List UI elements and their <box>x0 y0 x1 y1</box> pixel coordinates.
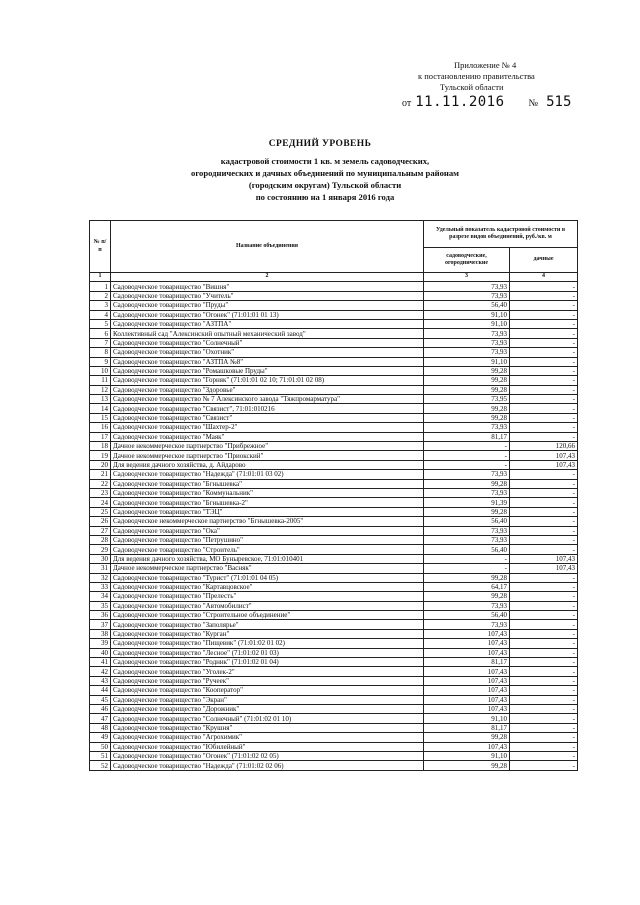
row-name: Садоводческое товарищество "Огонек" (71:01:02 02 05) <box>111 751 424 760</box>
row-value-dacha: - <box>510 620 578 629</box>
row-value-dacha: - <box>510 282 578 291</box>
row-number: 28 <box>90 535 111 544</box>
table-row <box>90 686 578 695</box>
row-name: Садоводческое товарищество "Уголек-2" <box>111 667 424 676</box>
table-row <box>90 733 578 742</box>
row-name: Садоводческое товарищество "Надежда" (71:01:02 02 06) <box>111 761 424 770</box>
table-row <box>90 366 578 375</box>
header-garden: садоводческие, огороднические <box>424 248 510 273</box>
table-row <box>90 479 578 488</box>
row-value-garden: 91,10 <box>424 751 510 760</box>
row-value-garden: 56,40 <box>424 545 510 554</box>
row-number: 19 <box>90 451 111 460</box>
row-value-garden: 73,93 <box>424 348 510 357</box>
header-index-4: 4 <box>510 273 578 282</box>
row-number: 3 <box>90 301 111 310</box>
row-number: 30 <box>90 554 111 563</box>
header-index-1: 1 <box>90 273 111 282</box>
row-value-dacha: - <box>510 338 578 347</box>
table-row <box>90 611 578 620</box>
row-value-dacha: - <box>510 592 578 601</box>
row-number: 25 <box>90 507 111 516</box>
row-value-garden: 107,43 <box>424 742 510 751</box>
row-number: 12 <box>90 385 111 394</box>
row-value-garden: 99,28 <box>424 592 510 601</box>
row-value-garden: 56,40 <box>424 301 510 310</box>
row-number: 36 <box>90 611 111 620</box>
row-value-garden: 56,40 <box>424 611 510 620</box>
row-value-garden: - <box>424 460 510 469</box>
table-row <box>90 714 578 723</box>
table-body <box>90 282 578 770</box>
table-row <box>90 667 578 676</box>
table-row <box>90 592 578 601</box>
table-row <box>90 704 578 713</box>
row-value-garden: 73,93 <box>424 535 510 544</box>
row-number: 51 <box>90 751 111 760</box>
row-number: 43 <box>90 676 111 685</box>
table-row <box>90 451 578 460</box>
row-number: 9 <box>90 357 111 366</box>
row-number: 15 <box>90 413 111 422</box>
row-value-garden: 64,17 <box>424 582 510 591</box>
appendix-number: Приложение № 4 <box>454 60 517 70</box>
row-value-dacha: - <box>510 761 578 770</box>
row-name: Садоводческое товарищество "Строительное объединение" <box>111 611 424 620</box>
row-name: Садоводческое товарищество "Связист" <box>111 413 424 422</box>
row-value-dacha: - <box>510 395 578 404</box>
row-number: 16 <box>90 423 111 432</box>
row-name: Садоводческое товарищество "Коммунальник" <box>111 488 424 497</box>
row-number: 42 <box>90 667 111 676</box>
table-row <box>90 535 578 544</box>
table-row <box>90 620 578 629</box>
row-value-dacha: - <box>510 704 578 713</box>
row-name: Садоводческое товарищество "Курган" <box>111 629 424 638</box>
row-name: Дачное некоммерческое партнерство "Приокский" <box>111 451 424 460</box>
row-value-garden: 91,10 <box>424 357 510 366</box>
row-name: Садоводческое товарищество "Турист" (71:01:01 04 05) <box>111 573 424 582</box>
row-value-garden: 73,95 <box>424 395 510 404</box>
subtitle-date-line: по состоянию на 1 января 2016 года <box>255 192 395 202</box>
table-row <box>90 385 578 394</box>
row-value-garden: 99,28 <box>424 366 510 375</box>
row-number: 4 <box>90 310 111 319</box>
row-name: Садоводческое товарищество "Ручеек" <box>111 676 424 685</box>
row-value-dacha: - <box>510 366 578 375</box>
table-row <box>90 601 578 610</box>
row-number: 29 <box>90 545 111 554</box>
decree-date: 11.11.2016 <box>415 94 505 110</box>
number-prefix: № <box>528 98 539 109</box>
row-name: Садоводческое товарищество "Строитель" <box>111 545 424 554</box>
row-number: 11 <box>90 376 111 385</box>
table-row <box>90 442 578 451</box>
table-row <box>90 357 578 366</box>
row-value-dacha: - <box>510 348 578 357</box>
row-value-dacha: - <box>510 432 578 441</box>
row-number: 48 <box>90 723 111 732</box>
table-row <box>90 582 578 591</box>
table-row <box>90 376 578 385</box>
row-value-garden: 99,28 <box>424 376 510 385</box>
row-value-garden: - <box>424 554 510 563</box>
date-prefix: от <box>402 98 412 109</box>
row-name: Садоводческое товарищество "Маяк" <box>111 432 424 441</box>
row-value-dacha: - <box>510 545 578 554</box>
row-value-dacha: - <box>510 742 578 751</box>
row-value-garden: 73,93 <box>424 423 510 432</box>
row-number: 52 <box>90 761 111 770</box>
header-number: № п/п <box>90 221 111 273</box>
row-name: Садоводческое товарищество "Кооператор" <box>111 686 424 695</box>
document-subtitle <box>150 155 500 203</box>
row-number: 24 <box>90 498 111 507</box>
row-name: Садоводческое товарищество "Охотник" <box>111 348 424 357</box>
row-name: Садоводческое товарищество "Ромашковые Пруды" <box>111 366 424 375</box>
row-name: Садоводческое товарищество "Лесное" (71:01:02 01 03) <box>111 648 424 657</box>
row-number: 22 <box>90 479 111 488</box>
row-value-garden: 107,43 <box>424 695 510 704</box>
row-value-garden: 56,40 <box>424 517 510 526</box>
header-dacha: дачные <box>510 248 578 273</box>
header-index-3: 3 <box>424 273 510 282</box>
row-number: 26 <box>90 517 111 526</box>
row-value-garden: 99,28 <box>424 507 510 516</box>
table-row <box>90 423 578 432</box>
row-number: 32 <box>90 573 111 582</box>
table-row <box>90 432 578 441</box>
row-value-dacha: - <box>510 723 578 732</box>
table-row <box>90 695 578 704</box>
table-row <box>90 573 578 582</box>
row-number: 13 <box>90 395 111 404</box>
row-number: 31 <box>90 564 111 573</box>
header-index-2: 2 <box>111 273 424 282</box>
row-value-dacha: 107,43 <box>510 554 578 563</box>
table-row <box>90 329 578 338</box>
row-number: 45 <box>90 695 111 704</box>
row-name: Садоводческое товарищество "Юбилейный" <box>111 742 424 751</box>
row-value-garden: 91,10 <box>424 714 510 723</box>
row-value-dacha: - <box>510 733 578 742</box>
row-number: 50 <box>90 742 111 751</box>
row-name: Садоводческое товарищество "Пруды" <box>111 301 424 310</box>
row-number: 2 <box>90 291 111 300</box>
row-value-dacha: - <box>510 714 578 723</box>
row-name: Садоводческое товарищество "Петрушино" <box>111 535 424 544</box>
row-name: Садоводческое товарищество "Прелесть" <box>111 592 424 601</box>
row-number: 23 <box>90 488 111 497</box>
row-value-dacha: 107,43 <box>510 460 578 469</box>
row-value-dacha: - <box>510 676 578 685</box>
row-name: Садоводческое товарищество "Связист", 71:01:010216 <box>111 404 424 413</box>
row-number: 20 <box>90 460 111 469</box>
subtitle-line: кадастровой стоимости 1 кв. м земель садоводческих, <box>220 156 430 166</box>
table-row <box>90 526 578 535</box>
table-row <box>90 488 578 497</box>
row-value-garden: 81,17 <box>424 723 510 732</box>
row-number: 14 <box>90 404 111 413</box>
row-value-garden: - <box>424 564 510 573</box>
row-value-dacha: - <box>510 507 578 516</box>
row-value-garden: 107,43 <box>424 676 510 685</box>
row-number: 7 <box>90 338 111 347</box>
row-value-dacha: - <box>510 329 578 338</box>
row-value-garden: 91,10 <box>424 319 510 328</box>
row-name: Садоводческое товарищество "Надежда" (71:01:01 03 02) <box>111 470 424 479</box>
row-value-garden: 73,93 <box>424 282 510 291</box>
subtitle-line: (городским округам) Тульской области <box>248 180 402 190</box>
row-name: Садоводческое товарищество "Родник" (71:01:02 01 04) <box>111 658 424 667</box>
table-row <box>90 310 578 319</box>
row-name: Дачное некоммерческое партнерство "Прибрежное" <box>111 442 424 451</box>
row-name: Для ведения дачного хозяйства, д. Айдарово <box>111 460 424 469</box>
row-name: Садоводческое товарищество "Заполярье" <box>111 620 424 629</box>
row-number: 49 <box>90 733 111 742</box>
row-value-dacha: - <box>510 413 578 422</box>
row-value-garden: 91,39 <box>424 498 510 507</box>
row-number: 8 <box>90 348 111 357</box>
row-number: 39 <box>90 639 111 648</box>
row-number: 10 <box>90 366 111 375</box>
table-row <box>90 291 578 300</box>
table-row <box>90 554 578 563</box>
decree-date-line <box>402 93 571 111</box>
table-row <box>90 319 578 328</box>
table-row <box>90 723 578 732</box>
row-value-garden: 99,28 <box>424 479 510 488</box>
row-value-dacha: 107,43 <box>510 451 578 460</box>
row-number: 37 <box>90 620 111 629</box>
row-name: Садоводческое товарищество "Учитель" <box>111 291 424 300</box>
appendix-decree: к постановлению правительства <box>418 71 535 81</box>
row-value-garden: 99,28 <box>424 385 510 394</box>
table-row <box>90 470 578 479</box>
row-value-dacha: - <box>510 301 578 310</box>
row-value-garden: 107,43 <box>424 667 510 676</box>
row-name: Садоводческое товарищество "Здоровье" <box>111 385 424 394</box>
row-number: 27 <box>90 526 111 535</box>
row-value-dacha: - <box>510 601 578 610</box>
row-name: Садоводческое товарищество "Солнечный" (71:01:02 01 10) <box>111 714 424 723</box>
row-number: 17 <box>90 432 111 441</box>
table-row <box>90 348 578 357</box>
table-row <box>90 301 578 310</box>
row-value-dacha: - <box>510 498 578 507</box>
row-value-garden: 81,17 <box>424 658 510 667</box>
document-title: СРЕДНИЙ УРОВЕНЬ <box>268 139 372 149</box>
row-name: Садоводческое товарищество "Вишня" <box>111 282 424 291</box>
table-row <box>90 282 578 291</box>
table-row <box>90 751 578 760</box>
row-value-garden: 99,28 <box>424 733 510 742</box>
row-name: Коллективный сад "Алексинский опытный механический завод" <box>111 329 424 338</box>
row-value-dacha: - <box>510 686 578 695</box>
row-value-dacha: - <box>510 423 578 432</box>
row-number: 38 <box>90 629 111 638</box>
row-value-dacha: - <box>510 357 578 366</box>
row-name: Садоводческое товарищество "АЗТПА" <box>111 319 424 328</box>
row-value-dacha: - <box>510 535 578 544</box>
row-value-garden: 107,43 <box>424 648 510 657</box>
row-value-dacha: - <box>510 695 578 704</box>
table-row <box>90 676 578 685</box>
row-number: 47 <box>90 714 111 723</box>
row-value-garden: 73,93 <box>424 526 510 535</box>
row-value-dacha: - <box>510 517 578 526</box>
table-row <box>90 761 578 770</box>
row-name: Садоводческое товарищество "АЗТПА №8" <box>111 357 424 366</box>
row-value-dacha: - <box>510 611 578 620</box>
row-number: 1 <box>90 282 111 291</box>
row-value-garden: 107,43 <box>424 686 510 695</box>
row-name: Садоводческое товарищество "Экран" <box>111 695 424 704</box>
appendix-region: Тульской области <box>440 82 504 92</box>
row-value-dacha: - <box>510 479 578 488</box>
row-value-garden: 99,28 <box>424 573 510 582</box>
row-value-garden: 81,17 <box>424 432 510 441</box>
row-name: Для ведения дачного хозяйства, МО Буныревское, 71:01:010401 <box>111 554 424 563</box>
row-value-garden: - <box>424 451 510 460</box>
row-value-garden: 99,28 <box>424 404 510 413</box>
row-name: Садоводческое товарищество "Дорожник" <box>111 704 424 713</box>
row-number: 35 <box>90 601 111 610</box>
table-row <box>90 517 578 526</box>
table-row <box>90 395 578 404</box>
row-value-dacha: - <box>510 639 578 648</box>
row-name: Садоводческое товарищество № 7 Алексинского завода "Тяжпромарматура" <box>111 395 424 404</box>
row-value-dacha: - <box>510 385 578 394</box>
row-value-garden: 73,93 <box>424 488 510 497</box>
row-number: 21 <box>90 470 111 479</box>
table-row <box>90 648 578 657</box>
row-value-dacha: - <box>510 291 578 300</box>
header-group: Удельный показатель кадастровой стоимости в разрезе видов объединений, руб./кв. м <box>424 221 578 248</box>
row-value-garden: 73,93 <box>424 601 510 610</box>
table-row <box>90 629 578 638</box>
row-value-dacha: - <box>510 310 578 319</box>
row-value-garden: 73,93 <box>424 338 510 347</box>
row-value-garden: 99,28 <box>424 761 510 770</box>
subtitle-line: огороднических и дачных объединений по муниципальным районам <box>191 168 459 178</box>
cadastral-value-table <box>89 220 578 771</box>
decree-number: 515 <box>546 94 572 110</box>
row-value-garden: 73,93 <box>424 470 510 479</box>
row-number: 6 <box>90 329 111 338</box>
table-row <box>90 742 578 751</box>
table-row <box>90 498 578 507</box>
table-row <box>90 639 578 648</box>
row-number: 33 <box>90 582 111 591</box>
table-row <box>90 404 578 413</box>
row-name: Садоводческое некоммерческое партнерство "Бгнышевка-2005" <box>111 517 424 526</box>
row-value-dacha: - <box>510 751 578 760</box>
row-name: Садоводческое товарищество "Ока" <box>111 526 424 535</box>
row-value-garden: 73,93 <box>424 329 510 338</box>
row-value-dacha: - <box>510 319 578 328</box>
row-value-dacha: 120,66 <box>510 442 578 451</box>
row-value-dacha: - <box>510 658 578 667</box>
row-name: Дачное некоммерческое партнерство "Васняк" <box>111 564 424 573</box>
table-row <box>90 658 578 667</box>
row-name: Садоводческое товарищество "ТЭЦ" <box>111 507 424 516</box>
table-row <box>90 564 578 573</box>
row-name: Садоводческое товарищество "Горняк" (71:01:01 02 10; 71:01:01 02 08) <box>111 376 424 385</box>
row-name: Садоводческое товарищество "Огонек" (71:01:01 01 13) <box>111 310 424 319</box>
table-row <box>90 545 578 554</box>
table-row <box>90 507 578 516</box>
row-value-garden: 73,93 <box>424 291 510 300</box>
row-value-dacha: - <box>510 573 578 582</box>
row-number: 34 <box>90 592 111 601</box>
row-value-garden: - <box>424 442 510 451</box>
row-number: 44 <box>90 686 111 695</box>
row-value-dacha: - <box>510 404 578 413</box>
row-value-garden: 107,43 <box>424 704 510 713</box>
row-number: 46 <box>90 704 111 713</box>
appendix-block <box>418 60 535 93</box>
row-number: 18 <box>90 442 111 451</box>
row-value-garden: 73,93 <box>424 620 510 629</box>
row-value-dacha: - <box>510 526 578 535</box>
row-name: Садоводческое товарищество "Пищевик" (71:01:02 01 02) <box>111 639 424 648</box>
row-value-dacha: - <box>510 582 578 591</box>
table-row <box>90 338 578 347</box>
row-value-dacha: - <box>510 629 578 638</box>
row-number: 40 <box>90 648 111 657</box>
row-value-garden: 99,28 <box>424 413 510 422</box>
row-value-garden: 107,43 <box>424 629 510 638</box>
row-name: Садоводческое товарищество "Бгнышевка" <box>111 479 424 488</box>
row-value-dacha: 107,43 <box>510 564 578 573</box>
row-name: Садоводческое товарищество "Солнечный" <box>111 338 424 347</box>
row-value-dacha: - <box>510 376 578 385</box>
header-name: Название объединения <box>111 221 424 273</box>
table-row <box>90 413 578 422</box>
row-name: Садоводческое товарищество "Бгнышевка-2" <box>111 498 424 507</box>
row-value-garden: 91,10 <box>424 310 510 319</box>
row-name: Садоводческое товарищество "Агрохимик" <box>111 733 424 742</box>
table-row <box>90 460 578 469</box>
row-value-garden: 107,43 <box>424 639 510 648</box>
row-name: Садоводческое товарищество "Картавцовское" <box>111 582 424 591</box>
row-value-dacha: - <box>510 667 578 676</box>
row-name: Садоводческое товарищество "Автомобилист" <box>111 601 424 610</box>
row-value-dacha: - <box>510 488 578 497</box>
row-number: 5 <box>90 319 111 328</box>
row-name: Садоводческое товарищество "Крушня" <box>111 723 424 732</box>
row-value-dacha: - <box>510 648 578 657</box>
row-number: 41 <box>90 658 111 667</box>
row-value-dacha: - <box>510 470 578 479</box>
row-name: Садоводческое товарищество "Шахтер-2" <box>111 423 424 432</box>
